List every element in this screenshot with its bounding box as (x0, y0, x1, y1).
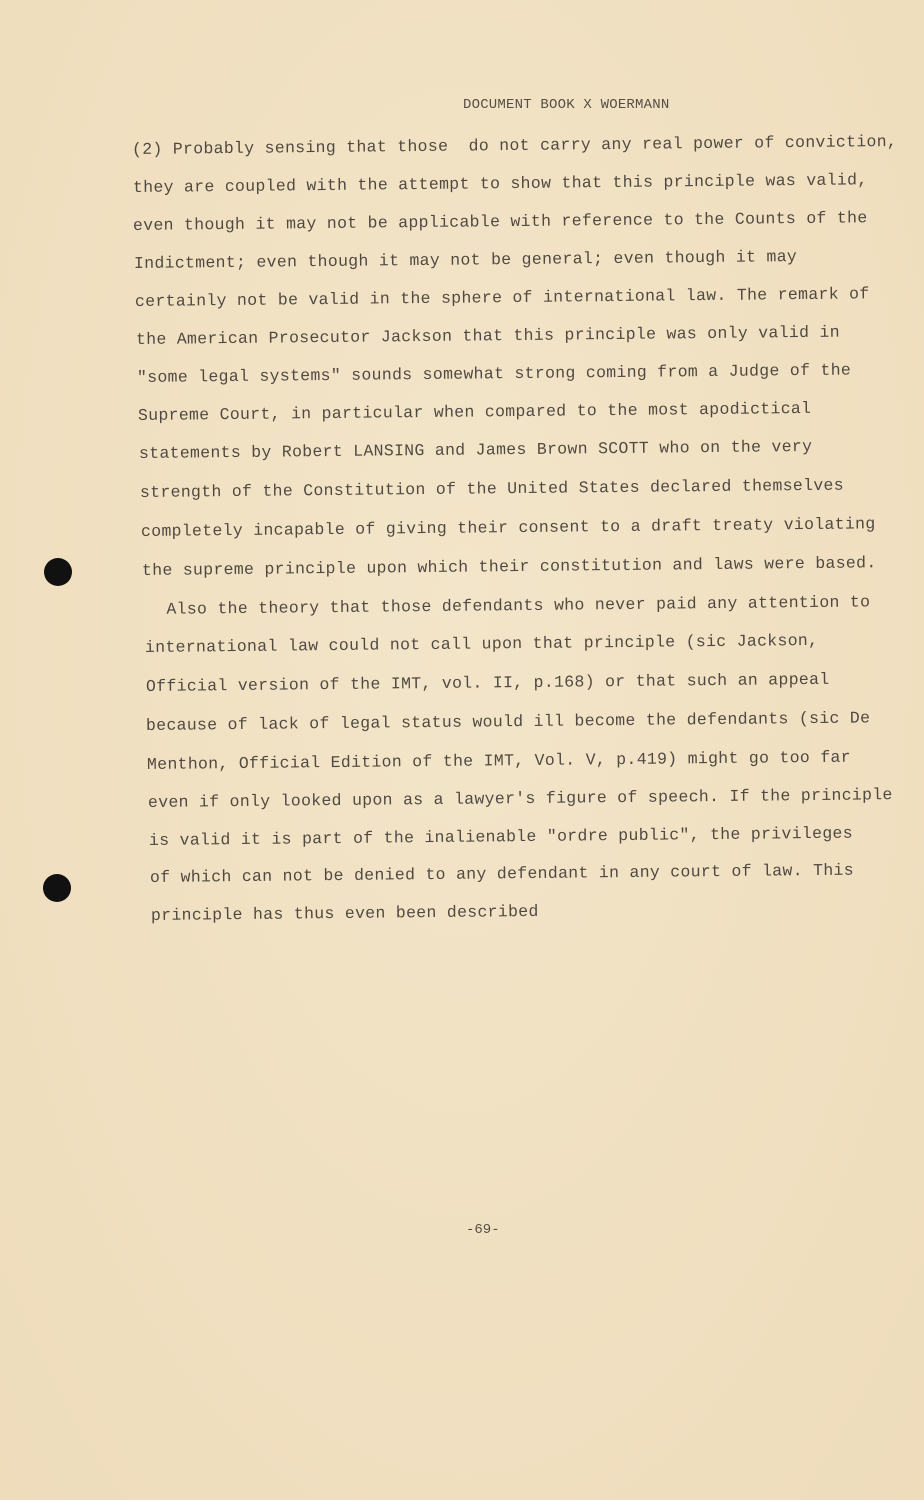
text-line: because of lack of legal status would ill become the defendants (sic De (145, 708, 871, 735)
document-header: DOCUMENT BOOK X WOERMANN (463, 97, 670, 113)
punch-hole (44, 558, 72, 586)
text-line: of which can not be denied to any defendant in any court of law. This (149, 860, 854, 887)
text-line: statements by Robert LANSING and James Brown SCOTT who on the very (138, 436, 813, 463)
text-line: Supreme Court, in particular when compared to the most apodictical (137, 398, 812, 425)
page-number: -69- (466, 1222, 500, 1238)
text-line: "some legal systems" sounds somewhat strong coming from a Judge of the (136, 360, 852, 387)
text-line: (2) Probably sensing that those do not carry any real power of conviction, (131, 131, 898, 159)
text-line: strength of the Constitution of the United States declared themselves (139, 475, 844, 502)
text-line: Official version of the IMT, vol. II, p.168) or that such an appeal (145, 669, 830, 696)
text-line: even if only looked upon as a lawyer's figure of speech. If the principle (147, 785, 893, 812)
text-line: even though it may not be applicable with reference to the Counts of the (132, 208, 868, 235)
text-line: they are coupled with the attempt to show that this principle was valid, (132, 170, 868, 197)
text-line: is valid it is part of the inalienable "ordre public", the privileges (148, 823, 853, 850)
text-line: principle has thus even been described (150, 901, 539, 925)
text-line: the American Prosecutor Jackson that this principle was only valid in (135, 322, 840, 349)
text-line: the supreme principle upon which their constitution and laws were based. (141, 553, 877, 580)
text-line: Also the theory that those defendants who never paid any attention to (145, 592, 871, 619)
punch-hole (43, 874, 71, 902)
text-line: Indictment; even though it may not be general; even though it may (133, 247, 798, 273)
text-line: certainly not be valid in the sphere of international law. The remark of (134, 284, 870, 311)
text-line: international law could not call upon that principle (sic Jackson, (144, 630, 819, 657)
text-line: Menthon, Official Edition of the IMT, Vol. V, p.419) might go too far (146, 747, 851, 774)
text-line: completely incapable of giving their consent to a draft treaty violating (140, 514, 876, 541)
